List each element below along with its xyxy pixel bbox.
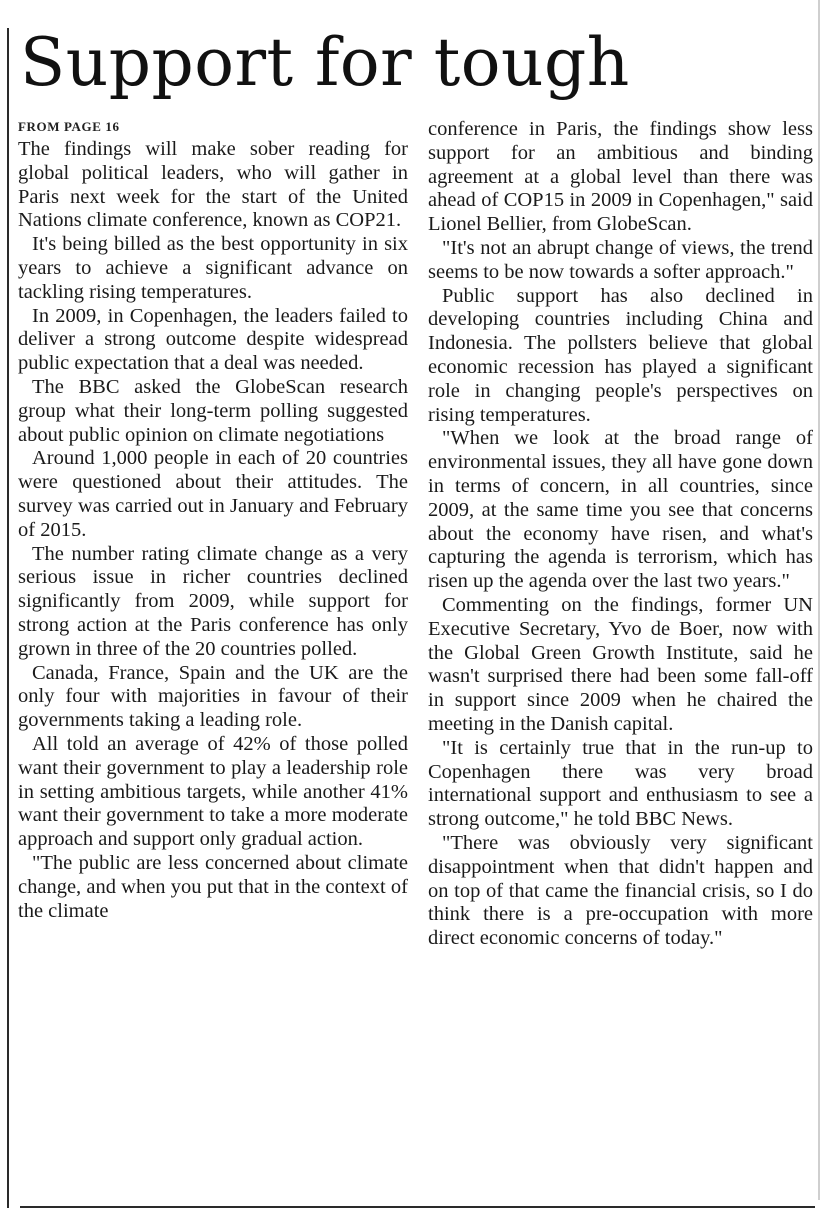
- paragraph: "When we look at the broad range of environmental issues, they all have gone down in terms of concern, in all countries, since 2009, at the same time you see that concerns about the economy have risen, and what's capturing the agenda is terrorism, which has risen up the agenda over the last two years.": [428, 427, 813, 593]
- paragraph: "The public are less concerned about climate change, and when you put that in the context of the climate: [18, 851, 408, 922]
- paragraph: All told an average of 42% of those polled want their government to play a leadership role in setting ambitious targets, while another 41% want their government to take a more moderate approach and support only gradual action.: [18, 732, 408, 851]
- article-column-left: [18, 118, 408, 1188]
- paragraph: The number rating climate change as a very serious issue in richer countries declined significantly from 2009, while support for strong action at the Paris conference has only grown in three of the 20 countries polled.: [18, 542, 408, 660]
- article-column-right: [428, 118, 813, 1188]
- paragraph: "It's not an abrupt change of views, the trend seems to be now towards a softer approach.": [428, 236, 813, 283]
- headline: Support for tough: [20, 24, 630, 101]
- paragraph: In 2009, in Copenhagen, the leaders failed to deliver a strong outcome despite widespread public expectation that a deal was needed.: [18, 304, 408, 375]
- paragraph: conference in Paris, the findings show less support for an ambitious and binding agreement at a global level than there was ahead of COP15 in 2009 in Copenhagen," said Lionel Bellier, from GlobeScan.: [428, 118, 813, 236]
- paragraph: Public support has also declined in developing countries including China and Indonesia. The pollsters believe that global economic recession has played a significant role in changing people's perspectives on rising temperatures.: [428, 284, 813, 426]
- paragraph: "There was obviously very significant disappointment when that didn't happen and on top of that came the financial crisis, so I do think there is a pre-occupation with more direct economic concerns of today.": [428, 831, 813, 950]
- column-rule-left: [7, 28, 9, 1208]
- paragraph: Around 1,000 people in each of 20 countries were questioned about their attitudes. The survey was carried out in January and February of 2015.: [18, 447, 408, 541]
- paragraph: It's being billed as the best opportunity in six years to achieve a significant advance on tackling rising temperatures.: [18, 233, 408, 303]
- paragraph: The BBC asked the GlobeScan research group what their long-term polling suggested about public opinion on climate negotiations: [18, 375, 408, 446]
- continued-from-label: FROM PAGE 16: [18, 119, 120, 134]
- bottom-rule: [20, 1206, 815, 1208]
- paragraph: Commenting on the findings, former UN Executive Secretary, Yvo de Boer, now with the Global Green Growth Institute, said he wasn't surprised there had been some fall-off in support since 2009 when he chaired the meeting in the Danish capital.: [428, 593, 813, 735]
- page-edge-right: [818, 0, 820, 1200]
- paragraph: The findings will make sober reading for global political leaders, who will gather in Paris next week for the start of the United Nations climate conference, known as COP21.: [18, 138, 408, 232]
- paragraph: Canada, France, Spain and the UK are the only four with majorities in favour of their governments taking a leading role.: [18, 661, 408, 732]
- paragraph: "It is certainly true that in the run-up to Copenhagen there was very broad international support and enthusiasm to see a strong outcome," he told BBC News.: [428, 736, 813, 831]
